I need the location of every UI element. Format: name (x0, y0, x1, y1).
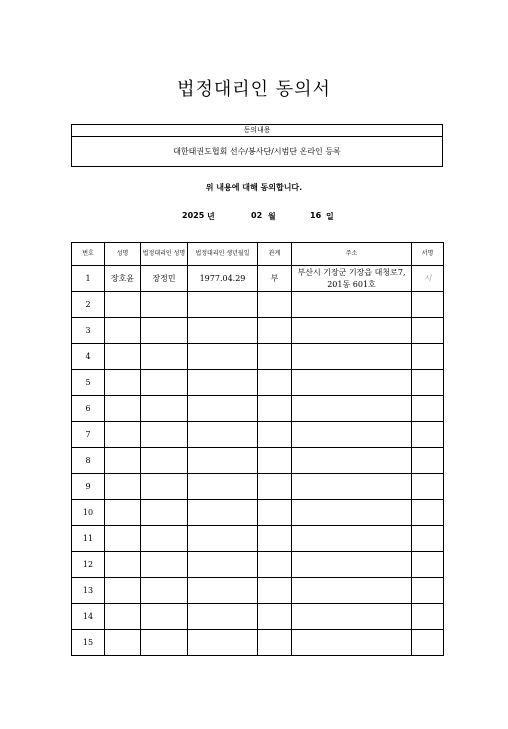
table-row (72, 474, 444, 500)
table-row (72, 422, 444, 448)
relation-cell (258, 552, 292, 578)
guardian-birthdate-cell (188, 552, 258, 578)
relation-cell (258, 344, 292, 370)
row-number-cell: 14 (72, 604, 105, 630)
guardian-birthdate-cell (188, 370, 258, 396)
table-row (72, 500, 444, 526)
signature-cell (412, 526, 444, 552)
guardian-name-cell (141, 318, 188, 344)
student-name-cell (105, 578, 141, 604)
signature-cell: 시 (412, 266, 444, 292)
relation-cell (258, 422, 292, 448)
header-signature: 서명 (412, 243, 444, 266)
address-cell (292, 344, 412, 370)
row-number-cell: 10 (72, 500, 105, 526)
student-name-cell (105, 448, 141, 474)
guardian-name-cell (141, 292, 188, 318)
address-cell (292, 552, 412, 578)
signature-cell (412, 604, 444, 630)
row-number-cell: 7 (72, 422, 105, 448)
guardian-name-cell (141, 500, 188, 526)
header-guardian-birth: 법정대리인 생년월일 (188, 243, 258, 266)
guardian-birthdate-cell (188, 578, 258, 604)
student-name-cell (105, 552, 141, 578)
row-number-cell: 13 (72, 578, 105, 604)
guardian-name-cell (141, 396, 188, 422)
relation-cell (258, 604, 292, 630)
row-number-cell: 11 (72, 526, 105, 552)
guardian-birthdate-cell (188, 630, 258, 656)
address-cell (292, 526, 412, 552)
table-row (72, 578, 444, 604)
page-title: 법정대리인 동의서 (177, 79, 331, 100)
guardian-consent-table (71, 242, 444, 656)
header-guardian-name: 법정대리인 성명 (141, 243, 188, 266)
signature-cell (412, 500, 444, 526)
signature-cell (412, 448, 444, 474)
relation-cell (258, 448, 292, 474)
guardian-name-cell (141, 526, 188, 552)
row-number-cell: 8 (72, 448, 105, 474)
guardian-name-cell (141, 448, 188, 474)
address-cell (292, 396, 412, 422)
relation-cell (258, 474, 292, 500)
guardian-name-cell (141, 370, 188, 396)
row-number-cell: 12 (72, 552, 105, 578)
date-day: 16 (310, 211, 322, 220)
table-row (72, 448, 444, 474)
table-row (72, 370, 444, 396)
relation-cell (258, 526, 292, 552)
address-cell (292, 448, 412, 474)
table-row (72, 292, 444, 318)
guardian-birthdate-cell (188, 344, 258, 370)
row-number-cell: 5 (72, 370, 105, 396)
agree-statement: 위 내용에 대해 동의합니다. (205, 183, 303, 192)
date-year: 2025 (182, 211, 205, 220)
student-name-cell (105, 292, 141, 318)
date-year-unit: 년 (207, 212, 215, 221)
relation-cell (258, 370, 292, 396)
guardian-birthdate-cell: 1977.04.29 (188, 266, 258, 292)
address-cell (292, 578, 412, 604)
signature-cell (412, 474, 444, 500)
signature-cell (412, 292, 444, 318)
relation-cell (258, 292, 292, 318)
relation-cell (258, 578, 292, 604)
guardian-birthdate-cell (188, 526, 258, 552)
address-cell (292, 292, 412, 318)
guardian-birthdate-cell (188, 292, 258, 318)
guardian-name-cell (141, 578, 188, 604)
table-row (72, 604, 444, 630)
address-cell (292, 318, 412, 344)
table-header-row (72, 243, 444, 266)
address-cell (292, 370, 412, 396)
signature-cell (412, 318, 444, 344)
table-row (72, 526, 444, 552)
student-name-cell (105, 604, 141, 630)
row-number-cell: 9 (72, 474, 105, 500)
signature-cell (412, 630, 444, 656)
guardian-name-cell (141, 474, 188, 500)
student-name-cell (105, 318, 141, 344)
student-name-cell (105, 422, 141, 448)
header-relation: 관계 (258, 243, 292, 266)
header-no: 번호 (72, 243, 105, 266)
relation-cell (258, 396, 292, 422)
relation-cell (258, 500, 292, 526)
table-row (72, 630, 444, 656)
row-number-cell: 2 (72, 292, 105, 318)
guardian-name-cell (141, 630, 188, 656)
relation-cell (258, 630, 292, 656)
relation-cell: 부 (258, 266, 292, 292)
guardian-name-cell (141, 604, 188, 630)
guardian-birthdate-cell (188, 318, 258, 344)
date-month: 02 (251, 211, 263, 220)
guardian-birthdate-cell (188, 604, 258, 630)
address-cell (292, 500, 412, 526)
guardian-birthdate-cell (188, 422, 258, 448)
relation-cell (258, 318, 292, 344)
address-cell: 부산시 기장군 기장읍 대청로7, 201동 601호 (292, 266, 412, 292)
guardian-birthdate-cell (188, 474, 258, 500)
header-address: 주소 (292, 243, 412, 266)
row-number-cell: 4 (72, 344, 105, 370)
signature-cell (412, 422, 444, 448)
consent-heading: 동의내용 (72, 125, 442, 137)
row-number-cell: 15 (72, 630, 105, 656)
student-name-cell (105, 370, 141, 396)
table-row (72, 266, 444, 292)
student-name-cell: 장호윤 (105, 266, 141, 292)
guardian-name-cell (141, 422, 188, 448)
guardian-birthdate-cell (188, 500, 258, 526)
table-row (72, 552, 444, 578)
guardian-name-cell (141, 344, 188, 370)
table-row (72, 396, 444, 422)
student-name-cell (105, 500, 141, 526)
student-name-cell (105, 396, 141, 422)
date-day-unit: 일 (326, 212, 334, 221)
address-cell (292, 604, 412, 630)
header-name: 성명 (105, 243, 141, 266)
guardian-birthdate-cell (188, 448, 258, 474)
student-name-cell (105, 344, 141, 370)
signature-cell (412, 552, 444, 578)
row-number-cell: 3 (72, 318, 105, 344)
signature-cell (412, 396, 444, 422)
address-cell (292, 422, 412, 448)
consent-box (71, 124, 443, 167)
row-number-cell: 6 (72, 396, 105, 422)
table-row (72, 344, 444, 370)
row-number-cell: 1 (72, 266, 105, 292)
signature-cell (412, 344, 444, 370)
table-row (72, 318, 444, 344)
student-name-cell (105, 474, 141, 500)
student-name-cell (105, 630, 141, 656)
address-cell (292, 474, 412, 500)
signature-cell (412, 370, 444, 396)
consent-content: 대한태권도협회 선수/봉사단/시범단 온라인 등록 (173, 147, 341, 156)
guardian-birthdate-cell (188, 396, 258, 422)
signature-cell (412, 578, 444, 604)
guardian-name-cell: 장정민 (141, 266, 188, 292)
guardian-name-cell (141, 552, 188, 578)
student-name-cell (105, 526, 141, 552)
address-cell (292, 630, 412, 656)
date-month-unit: 월 (268, 212, 276, 221)
